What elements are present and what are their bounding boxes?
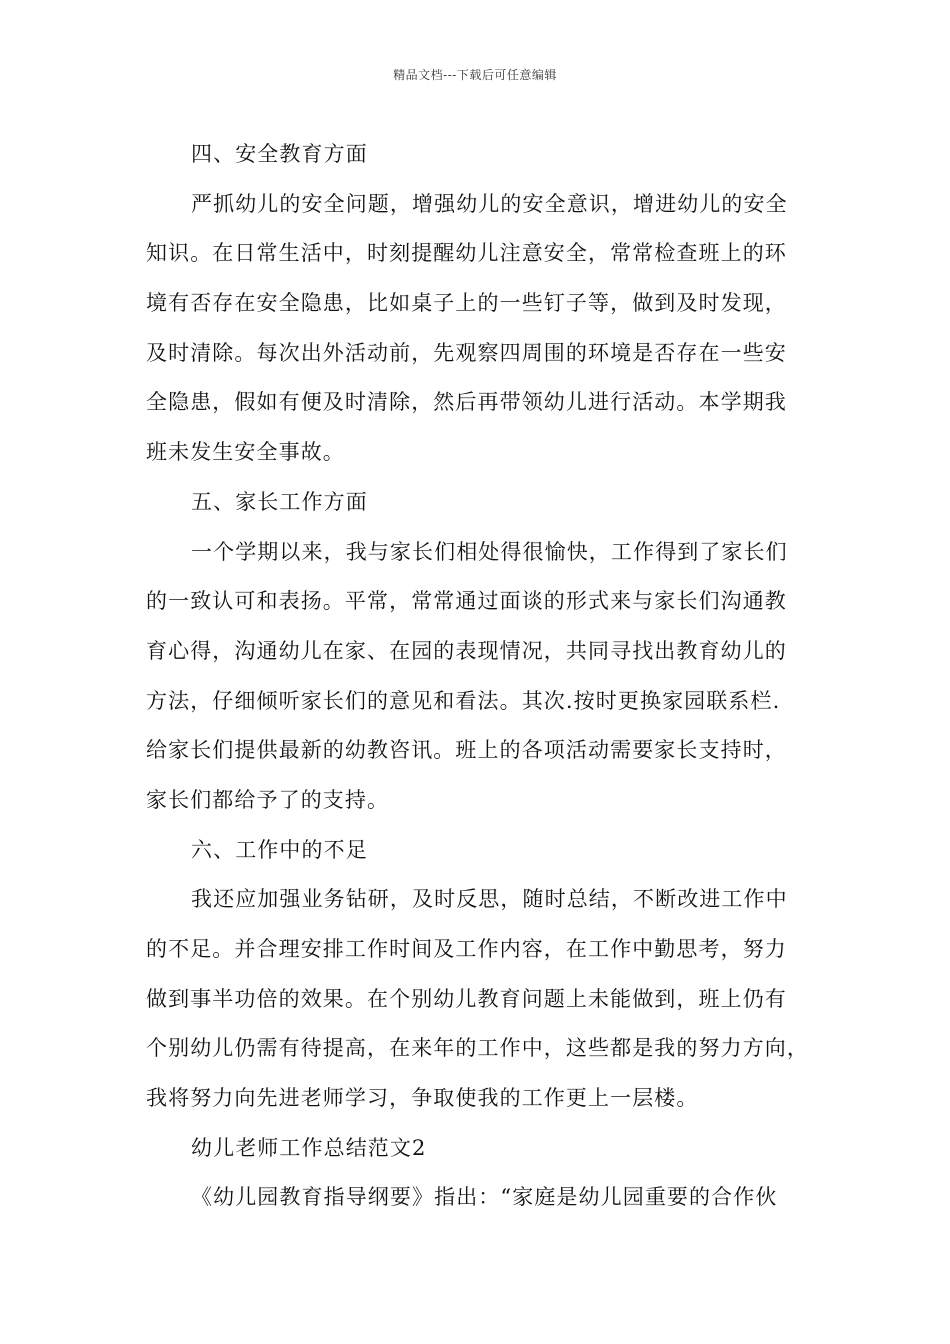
- document-body: [146, 130, 816, 1223]
- section-heading-shortcomings: 六、工作中的不足: [191, 837, 368, 862]
- paragraph-line: 《幼儿园教育指导纲要》指出：“家庭是幼儿园重要的合作伙: [191, 1185, 778, 1210]
- paragraph-line: 我将努力向先进老师学习，争取使我的工作更上一层楼。: [146, 1086, 699, 1111]
- article-title: 幼儿老师工作总结范文2: [191, 1135, 427, 1160]
- section-heading-parents: 五、家长工作方面: [191, 489, 368, 514]
- page-header: 精品文档---下载后可任意编辑: [393, 68, 557, 82]
- section-heading-safety: 四、安全教育方面: [191, 142, 368, 166]
- paragraph-line: 我还应加强业务钻研，及时反思，随时总结，不断改进工作中: [191, 887, 788, 912]
- paragraph-line: 及时清除。每次出外活动前，先观察四周围的环境是否存在一些安: [146, 340, 787, 365]
- paragraph-line: 班未发生安全事故。: [146, 440, 345, 465]
- paragraph-line: 全隐患，假如有便及时清除，然后再带领幼儿进行活动。本学期我: [146, 390, 787, 415]
- paragraph-line: 方法，仔细倾听家长们的意见和看法。其次.按时更换家园联系栏.: [146, 688, 781, 713]
- paragraph-line: 的一致认可和表扬。平常，常常通过面谈的形式来与家长们沟通教: [146, 589, 787, 614]
- paragraph-line: 个别幼儿仍需有待提高，在来年的工作中，这些都是我的努力方向，: [146, 1036, 809, 1061]
- paragraph-line: 境有否存在安全隐患，比如桌子上的一些钉子等，做到及时发现，: [146, 291, 787, 316]
- paragraph-line: 给家长们提供最新的幼教咨讯。班上的各项活动需要家长支持时，: [146, 738, 787, 763]
- paragraph-line: 一个学期以来，我与家长们相处得很愉快，工作得到了家长们: [191, 539, 788, 564]
- paragraph-line: 知识。在日常生活中，时刻提醒幼儿注意安全，常常检查班上的环: [146, 241, 787, 266]
- paragraph-line: 的不足。并合理安排工作时间及工作内容，在工作中勤思考，努力: [146, 937, 787, 961]
- paragraph-line: 做到事半功倍的效果。在个别幼儿教育问题上未能做到，班上仍有: [146, 986, 787, 1011]
- paragraph-line: 育心得，沟通幼儿在家、在园的表现情况，共同寻找出教育幼儿的: [146, 638, 787, 663]
- paragraph-line: 严抓幼儿的安全问题，增强幼儿的安全意识，增进幼儿的安全: [191, 191, 788, 216]
- paragraph-line: 家长们都给予了的支持。: [146, 787, 390, 812]
